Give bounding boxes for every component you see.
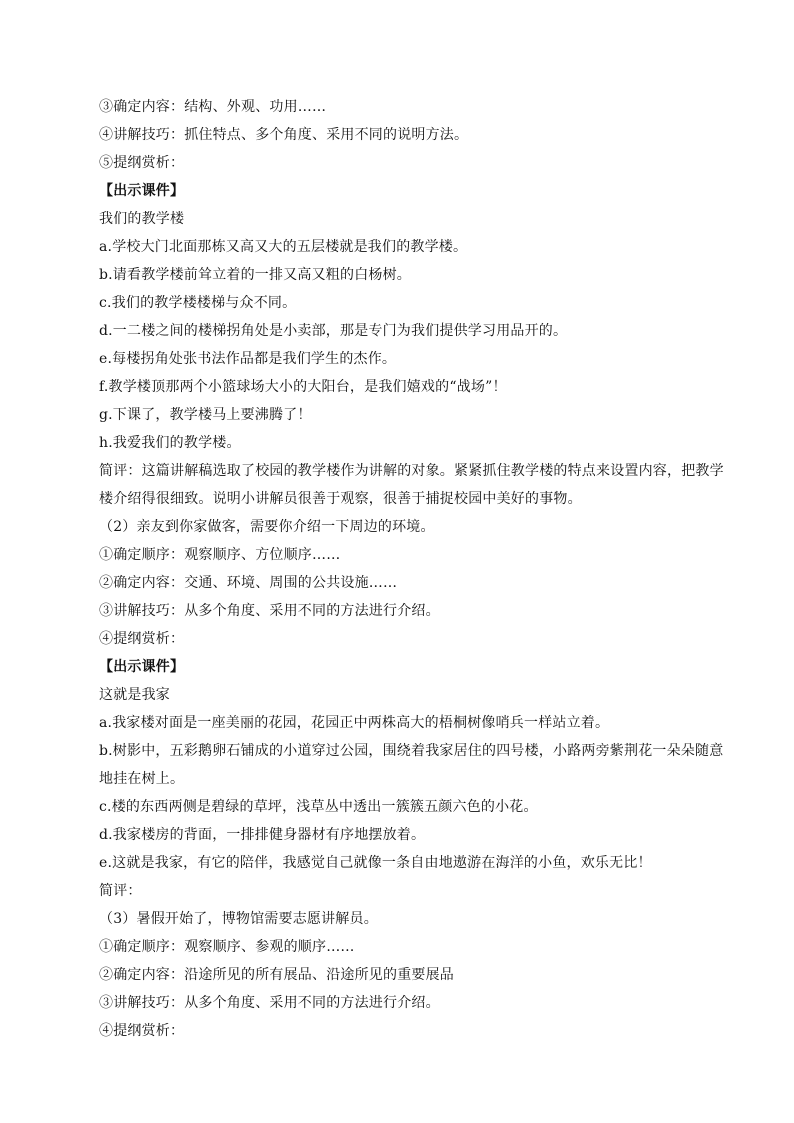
text-line: ④提纲赏析： xyxy=(99,631,185,647)
outline-title: 我们的教学楼 xyxy=(99,211,185,227)
text-line: ③讲解技巧：从多个角度、采用不同的方法进行介绍。 xyxy=(99,603,440,619)
text-line: ⑤提纲赏析： xyxy=(99,155,185,171)
section-marker: 【出示课件】 xyxy=(99,659,185,675)
comment-paragraph: 简评：这篇讲解稿选取了校园的教学楼作为讲解的对象。紧紧抓住教学楼的特点来设置内容，把教学楼介绍得很细致。说明小讲解员很善于观察，很善于捕捉校园中美好的事物。 xyxy=(99,463,724,507)
text-line: ④提纲赏析： xyxy=(99,1023,185,1039)
text-line: 简评： xyxy=(99,883,142,899)
list-item: d.我家楼房的背面，一排排健身器材有序地摆放着。 xyxy=(99,827,426,843)
list-item: d.一二楼之间的楼梯拐角处是小卖部，那是专门为我们提供学习用品开的。 xyxy=(99,323,568,339)
text-line: （3）暑假开始了，博物馆需要志愿讲解员。 xyxy=(99,911,378,927)
section-marker: 【出示课件】 xyxy=(99,183,185,199)
text-line: ①确定顺序：观察顺序、方位顺序…… xyxy=(99,547,341,563)
list-item: e.这就是我家，有它的陪伴，我感觉自己就像一条自由地遨游在海洋的小鱼，欢乐无比！ xyxy=(99,855,652,871)
list-item: g.下课了，教学楼马上要沸腾了！ xyxy=(99,407,312,423)
text-line: ③确定内容：结构、外观、功用…… xyxy=(99,99,327,115)
list-item: a.学校大门北面那栋又高又大的五层楼就是我们的教学楼。 xyxy=(99,239,468,255)
text-line: ①确定顺序：观察顺序、参观的顺序…… xyxy=(99,939,355,955)
outline-title: 这就是我家 xyxy=(99,687,170,703)
text-line: ③讲解技巧：从多个角度、采用不同的方法进行介绍。 xyxy=(99,995,440,1011)
text-line: ④讲解技巧：抓住特点、多个角度、采用不同的说明方法。 xyxy=(99,127,469,143)
list-item: h.我爱我们的教学楼。 xyxy=(99,435,241,451)
document-body xyxy=(99,93,725,1045)
text-line: ②确定内容：沿途所见的所有展品、沿途所见的重要展品 xyxy=(99,967,454,983)
text-line: （2）亲友到你家做客，需要你介绍一下周边的环境。 xyxy=(99,519,435,535)
list-item: b.请看教学楼前耸立着的一排又高又粗的白杨树。 xyxy=(99,267,412,283)
text-line: ②确定内容：交通、环境、周围的公共设施…… xyxy=(99,575,398,591)
list-item: c.我们的教学楼楼梯与众不同。 xyxy=(99,295,297,311)
list-item: e.每楼拐角处张书法作品都是我们学生的杰作。 xyxy=(99,351,397,367)
list-item: b.树影中，五彩鹅卵石铺成的小道穿过公园，围绕着我家居住的四号楼，小路两旁紫荆花一朵朵随意地挂在树上。 xyxy=(99,743,724,787)
list-item: a.我家楼对面是一座美丽的花园，花园正中两株高大的梧桐树像哨兵一样站立着。 xyxy=(99,715,610,731)
list-item: c.楼的东西两侧是碧绿的草坪，浅草丛中透出一簇簇五颜六色的小花。 xyxy=(99,799,538,815)
list-item: f.教学楼顶那两个小篮球场大小的大阳台，是我们嬉戏的“战场”！ xyxy=(99,379,507,395)
